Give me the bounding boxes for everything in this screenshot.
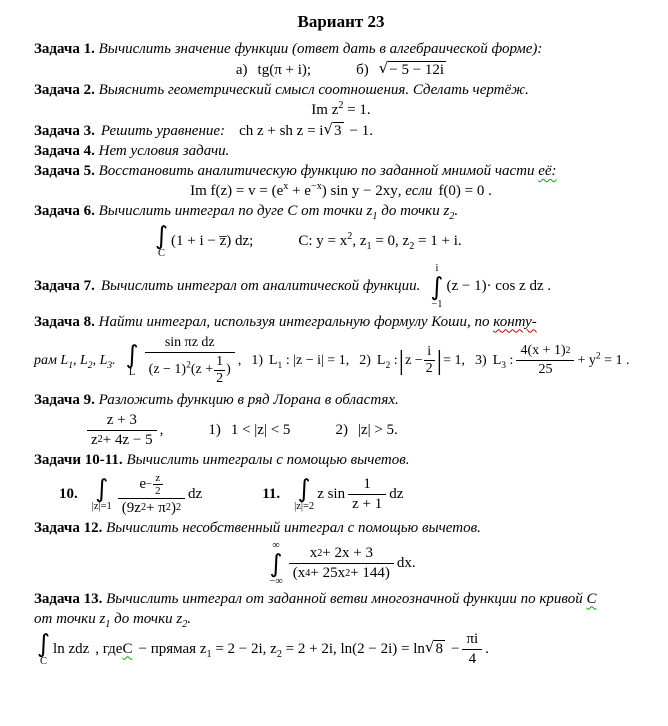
nested-fraction bbox=[214, 354, 225, 387]
contour-2-post: = 1, bbox=[443, 352, 466, 368]
task-8-heading bbox=[34, 314, 648, 331]
task-10-11-text: Вычислить интегралы с помощью вычетов. bbox=[126, 451, 410, 468]
task-9-text: Разложить функцию в ряд Лорана в областях. bbox=[98, 391, 399, 408]
contour-2-label: 2) bbox=[359, 352, 371, 368]
fraction-denominator: z + 1 bbox=[352, 495, 383, 512]
task-2-heading bbox=[34, 82, 648, 99]
task-1-formula bbox=[34, 61, 648, 79]
task-7-text: Вычислить интеграл от аналитической функции. bbox=[100, 278, 421, 295]
integral bbox=[430, 263, 443, 311]
fraction-denominator bbox=[145, 353, 235, 387]
fraction-denominator: (x 4 + 25x 2 + 144) bbox=[292, 565, 390, 582]
task-6-text: Вычислить интеграл по дуге C от точки $z_1$ до точки $z_2$. bbox=[98, 203, 459, 222]
task-4-text: Нет условия задачи. bbox=[98, 143, 230, 159]
task-8-formula-line bbox=[34, 335, 648, 387]
task-2-text: Выяснить геометрический смысл соотношения. Сделать чертёж. bbox=[98, 82, 529, 98]
task-12-heading bbox=[34, 520, 648, 537]
region-1-label: 1) bbox=[208, 421, 221, 438]
nested-numerator: i bbox=[424, 344, 435, 361]
task-9-label: Задача 9. bbox=[34, 391, 95, 408]
task-5-heading bbox=[34, 163, 648, 180]
integrand: ln zdz bbox=[53, 640, 90, 657]
task-4-label: Задача 4. bbox=[34, 143, 95, 159]
task-13-text-line2: от точки $z_1$ до точки $z_2$. bbox=[34, 610, 192, 630]
fraction-numerator: x 2 + 2x + 3 bbox=[289, 545, 394, 564]
task-13-text-spellcheck: C bbox=[586, 590, 597, 607]
nested-numerator: 1 bbox=[216, 353, 224, 369]
integral-icon: ∫ bbox=[95, 473, 109, 503]
task-3-label: Задача 3. bbox=[34, 122, 95, 139]
task-8-text: Найти интеграл, используя интегральную формулу Коши, по bbox=[98, 313, 494, 330]
item-a-label: а) bbox=[235, 61, 248, 78]
fraction-denominator: 4 bbox=[468, 650, 477, 667]
task-12-formula bbox=[34, 540, 648, 588]
task-7-label: Задача 7. bbox=[34, 278, 95, 295]
differential: dz bbox=[188, 485, 203, 502]
fraction-numerator: 4(x + 1) 2 bbox=[516, 343, 574, 361]
task-6-label: Задача 6. bbox=[34, 203, 95, 219]
fraction-denominator: (9z 2 + π 2 ) 2 bbox=[121, 499, 182, 516]
item-a-formula: tg(π + i); bbox=[257, 61, 312, 78]
sqrt-expression bbox=[425, 640, 445, 658]
integral-icon: ∫ bbox=[430, 272, 444, 302]
task-5-text: Восстановить аналитическую функцию по заданной мнимой части bbox=[98, 163, 539, 179]
sqrt-icon: √ bbox=[424, 638, 435, 657]
task-6-heading bbox=[34, 203, 648, 220]
comma: , bbox=[159, 421, 164, 438]
denominator-pre: $(z - 1)^2(z$ + bbox=[148, 360, 214, 378]
integral-lower-limit: −1 bbox=[431, 299, 443, 311]
exp-base: e bbox=[139, 475, 146, 492]
task-10-11-label: Задачи 10-11. bbox=[34, 451, 123, 468]
comma: , bbox=[237, 352, 242, 368]
nested-fraction bbox=[424, 344, 435, 377]
task-9-heading bbox=[34, 392, 648, 409]
abs-bar-icon: | bbox=[436, 345, 443, 376]
formula-if-word: , если bbox=[397, 183, 433, 199]
exponent-numerator: z bbox=[153, 472, 162, 485]
fraction bbox=[289, 545, 394, 582]
task-3-formula-post: − 1. bbox=[349, 122, 373, 139]
task-2-label: Задача 2. bbox=[34, 82, 95, 98]
where-text: , где bbox=[95, 640, 123, 657]
task-8-label: Задача 8. bbox=[34, 313, 95, 330]
fraction-denominator: z 2 + 4z − 5 bbox=[91, 431, 153, 448]
integral-lower-limit: |z|=1 bbox=[91, 500, 112, 512]
period: . bbox=[485, 640, 489, 657]
integral bbox=[91, 473, 112, 513]
integral-icon: ∫ bbox=[155, 221, 169, 250]
task-10-number: 10. bbox=[59, 485, 78, 502]
task-1-text: Вычислить значение функции (ответ дать в алгебраической форме): bbox=[98, 41, 543, 57]
task-4-heading bbox=[34, 143, 648, 160]
task-10-11-heading bbox=[34, 452, 648, 469]
task-7-line bbox=[34, 263, 648, 311]
sqrt-icon: √ bbox=[378, 59, 389, 77]
task-2-formula bbox=[34, 102, 648, 119]
task-10-11-formulas bbox=[34, 472, 648, 517]
integral bbox=[155, 223, 168, 260]
task-13-formula bbox=[34, 628, 648, 668]
contour-3-post: + $y^2 = 1$ . bbox=[577, 350, 630, 368]
fraction bbox=[516, 343, 574, 378]
contour-2-inner: z − bbox=[405, 352, 423, 368]
task-5-formula bbox=[34, 183, 648, 200]
integral-lower-limit: C bbox=[40, 655, 48, 667]
integral-upper-limit: ∞ bbox=[272, 539, 280, 551]
task-1-heading bbox=[34, 41, 648, 58]
integral bbox=[269, 540, 282, 588]
task-3-line bbox=[34, 122, 648, 140]
task-1-label: Задача 1. bbox=[34, 41, 95, 57]
fraction-denominator: 25 bbox=[538, 362, 553, 378]
integral-icon: ∫ bbox=[125, 340, 139, 370]
integral-icon: ∫ bbox=[269, 549, 283, 579]
sqrt-icon: √ bbox=[323, 120, 334, 138]
sqrt-expression bbox=[379, 61, 446, 79]
nested-denominator: 2 bbox=[216, 370, 224, 386]
exponent-denominator: 2 bbox=[155, 484, 161, 497]
region-2: |z| > 5. bbox=[357, 421, 398, 438]
fraction-numerator bbox=[118, 472, 185, 499]
integral-icon: ∫ bbox=[297, 473, 311, 503]
differential: dx. bbox=[396, 555, 416, 572]
nested-denominator: 2 bbox=[425, 361, 433, 377]
task-8-text-spellcheck: конту- bbox=[493, 313, 537, 330]
task-13-text: Вычислить интеграл от заданной ветви многозначной функции по кривой bbox=[106, 590, 587, 607]
contour-2-pre: $L_2$ : bbox=[376, 352, 398, 371]
curve-condition: C: $y = x^2$, $z_1 = 0$, $z_2 = 1 + i$. bbox=[298, 230, 462, 252]
contour-1-label: 1) bbox=[251, 352, 263, 368]
line-definition: − прямая $z_1 = 2 - 2i$, $z_2 = 2 + 2i$, ln(2 − 2i) = ln bbox=[138, 640, 425, 660]
integral-lower-limit: −∞ bbox=[269, 576, 283, 588]
task-6-formula bbox=[34, 223, 648, 260]
contour-3-label: 3) bbox=[475, 352, 487, 368]
differential: dz bbox=[389, 485, 404, 502]
task-3-formula-pre: ch z + sh z = i bbox=[239, 122, 324, 139]
task-3-text: Решить уравнение: bbox=[100, 122, 226, 139]
region-1: 1 < |z| < 5 bbox=[230, 421, 291, 438]
region-2-label: 2) bbox=[335, 421, 348, 438]
task-13-heading bbox=[34, 591, 648, 608]
integral-lower-limit: |z|=2 bbox=[294, 500, 315, 512]
fraction bbox=[348, 476, 386, 513]
task-5-label: Задача 5. bbox=[34, 163, 95, 179]
integral bbox=[294, 473, 315, 513]
task-13-label: Задача 13. bbox=[34, 590, 103, 607]
formula-im-fz: Im $f(z) = v = (e^x + e^{-x})$ sin y − 2xy bbox=[190, 181, 398, 199]
exponent-minus: − bbox=[146, 478, 153, 491]
task-11-number: 11. bbox=[262, 485, 281, 502]
integral-lower-limit: C bbox=[158, 248, 166, 259]
fraction bbox=[145, 335, 235, 387]
integrand: (1 + i − z̅) dz; bbox=[171, 232, 254, 249]
task-12-label: Задача 12. bbox=[34, 519, 103, 536]
fraction-numerator: sin πz dz bbox=[145, 335, 235, 353]
integral-icon: ∫ bbox=[37, 628, 51, 658]
integral bbox=[37, 628, 51, 668]
fraction bbox=[118, 472, 185, 517]
exponent-fraction bbox=[153, 472, 162, 497]
task-8-continuation: рам $L_1$, $L_2$, $L_3$. bbox=[34, 352, 116, 371]
page-title: Вариант 23 bbox=[297, 12, 385, 31]
task-5-text-spellcheck: её: bbox=[538, 163, 557, 179]
sqrt-radicand: 8 bbox=[435, 641, 443, 658]
minus-sign: − bbox=[450, 640, 460, 657]
contour-3-pre: $L_3$ : bbox=[492, 352, 514, 371]
fraction bbox=[87, 412, 157, 449]
sqrt-radicand: − 5 − 12i bbox=[389, 62, 445, 78]
integral bbox=[126, 342, 139, 379]
sqrt-radicand: 3 bbox=[334, 123, 342, 139]
fraction bbox=[462, 631, 482, 668]
fraction-numerator: 1 bbox=[348, 476, 386, 495]
contour-1: $L_1$ : |z − i| = 1, bbox=[268, 352, 350, 371]
abs-bar-icon: | bbox=[398, 345, 405, 376]
fraction-numerator: z + 3 bbox=[87, 412, 157, 431]
integrand-pre: z sin bbox=[317, 485, 346, 502]
integral-upper-limit: i bbox=[435, 262, 439, 274]
formula-f0: f(0) = 0 . bbox=[438, 183, 492, 199]
task-13-heading-line2 bbox=[34, 611, 648, 628]
formula-im-z2: Im $z^2 = 1$. bbox=[311, 100, 371, 118]
curve-name-spellcheck: C bbox=[122, 640, 133, 657]
task-12-text: Вычислить несобственный интеграл с помощью вычетов. bbox=[106, 519, 481, 536]
denominator-post: ) bbox=[226, 362, 231, 378]
integrand: (z − 1)· cos z dz . bbox=[446, 278, 552, 295]
task-9-formula bbox=[34, 412, 648, 449]
item-b-label: б) bbox=[356, 61, 369, 78]
fraction-numerator: πi bbox=[462, 631, 482, 650]
integral-lower-limit: L bbox=[128, 367, 136, 379]
sqrt-expression bbox=[323, 122, 343, 140]
exponent bbox=[146, 472, 164, 497]
